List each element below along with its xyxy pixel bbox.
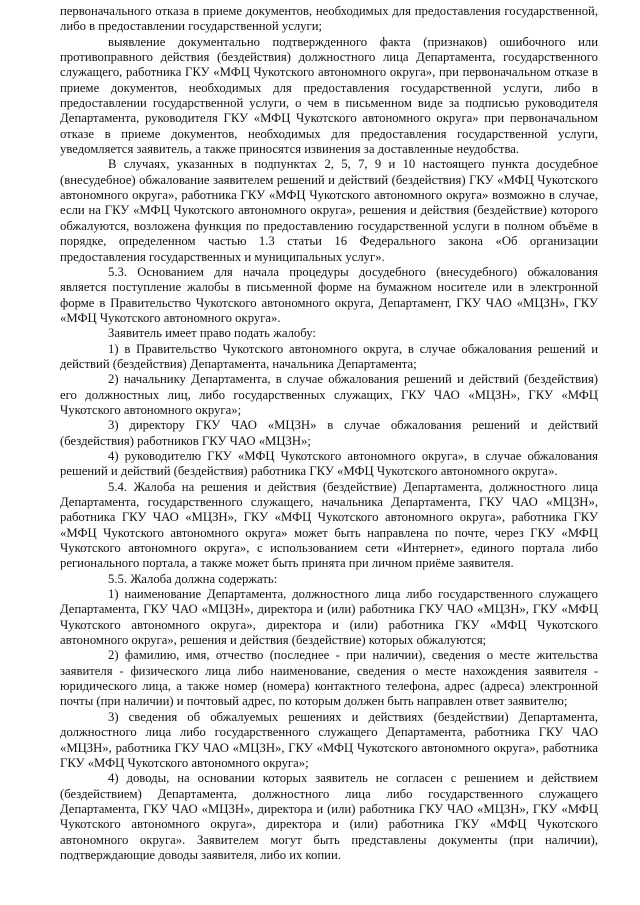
- paragraph-8: 3) директору ГКУ ЧАО «МЦЗН» в случае обжалования решений и действий (бездействия) работников ГКУ ЧАО «МЦЗН»;: [60, 418, 598, 448]
- paragraph-9: 4) руководителю ГКУ «МФЦ Чукотского автономного округа», в случае обжалования решений и действий (бездействия) работника ГКУ «МФЦ Чукотского автономного округа».: [60, 448, 598, 479]
- paragraph-4: 5.3. Основанием для начала процедуры досудебного (внесудебного) обжалования является поступление жалобы в письменной форме на бумажном носителе или в электронной форме в Правительство Чукотского автономного округа, Департамент, ГКУ ЧАО «МЦЗН», ГКУ «МФЦ Чукотского автономного округа».: [60, 264, 598, 325]
- paragraph-2: выявление документально подтвержденного факта (признаков) ошибочного или противоправного действия (бездействия) должностного лица Департамента, государственного служащего, работника ГКУ «МФЦ Чукотского автономного округа», при первоначальном отказе в приеме документов, необходимых для предоставления государственной услуги, либо в предоставлении государственной услуги, о чем в письменном виде за подписью руководителя Департамента, руководителя ГКУ «МФЦ Чукотского автономного округа» при первоначальном отказе в приеме документов, необходимых для предоставления государственной услуги, уведомляется заявитель, а также приносятся извинения за доставленные неудобства.: [60, 34, 598, 157]
- paragraph-10: 5.4. Жалоба на решения и действия (бездействие) Департамента, должностного лица Департамента, государственного служащего, начальника Департамента, ГКУ ЧАО «МЦЗН», работника ГКУ ЧАО «МЦЗН», ГКУ «МФЦ Чукотского автономного округа», работника ГКУ «МФЦ Чукотского автономного округа» может быть направлена по почте, через ГКУ «МФЦ Чукотского автономного округа», с использованием сети «Интернет», единого портала либо регионального портала, а также может быть принята при личном приёме заявителя.: [60, 479, 598, 571]
- paragraph-5: Заявитель имеет право подать жалобу:: [108, 326, 316, 341]
- paragraph-13: 2) фамилию, имя, отчество (последнее - при наличии), сведения о месте жительства заявителя - физического лица либо наименование, сведения о месте нахождения заявителя - юридического лица, а также номер (номера) контактного телефона, адрес (адреса) электронной почты (при наличии) и почтовый адрес, по которым должен быть направлен ответ заявителю;: [60, 648, 598, 709]
- paragraph-15: 4) доводы, на основании которых заявитель не согласен с решением и действием (бездействием) Департамента, должностного лица либо государственного служащего Департамента, ГКУ ЧАО «МЦЗН», директора и (или) работника ГКУ ЧАО «МЦЗН», ГКУ «МФЦ Чукотского автономного округа», директора и (или) работника ГКУ «МФЦ Чукотского автономного округа». Заявителем могут быть представлены документы (при наличии), подтверждающие доводы заявителя, либо их копии.: [60, 771, 598, 862]
- paragraph-6: 1) в Правительство Чукотского автономного округа, в случае обжалования решений и действий (бездействия) Департамента, начальника Департамента;: [60, 341, 598, 371]
- paragraph-14: 3) сведения об обжалуемых решениях и действиях (бездействии) Департамента, должностного лица либо государственного служащего Департамента, работника ГКУ ЧАО «МЦЗН», работника ГКУ ЧАО «МЦЗН», ГКУ «МФЦ Чукотского автономного округа», работника ГКУ «МФЦ Чукотского автономного округа»;: [60, 709, 598, 770]
- paragraph-7: 2) начальнику Департамента, в случае обжалования решений и действий (бездействия) его должностных лиц, либо государственных служащих, ГКУ ЧАО «МЦЗН», ГКУ «МФЦ Чукотского автономного округа»;: [60, 372, 598, 417]
- paragraph-1: первоначального отказа в приеме документов, необходимых для предоставления государственной, либо в предоставлении государственной услуги;: [60, 4, 598, 34]
- paragraph-3: В случаях, указанных в подпунктах 2, 5, 7, 9 и 10 настоящего пункта досудебное (внесудебное) обжалование заявителем решений и действий (бездействия) ГКУ «МФЦ Чукотского автономного округа», работника ГКУ «МФЦ Чукотского автономного округа» возможно в случае, если на ГКУ «МФЦ Чукотского автономного округа», решения и действия (бездействие) которого обжалуются, возложена функция по предоставлению государственной услуги в полном объёме в порядке, определенном частью 1.3 статьи 16 Федерального закона «Об организации предоставления государственных и муниципальных услуг».: [60, 157, 598, 264]
- paragraph-12: 1) наименование Департамента, должностного лица либо государственного служащего Департамента, ГКУ ЧАО «МЦЗН», директора и (или) работника ГКУ ЧАО «МЦЗН», ГКУ «МФЦ Чукотского автономного округа», директора и (или) работника ГКУ «МФЦ Чукотского автономного округа», решения и действия (бездействие) которых обжалуются;: [60, 587, 598, 648]
- paragraph-11: 5.5. Жалоба должна содержать:: [108, 571, 278, 586]
